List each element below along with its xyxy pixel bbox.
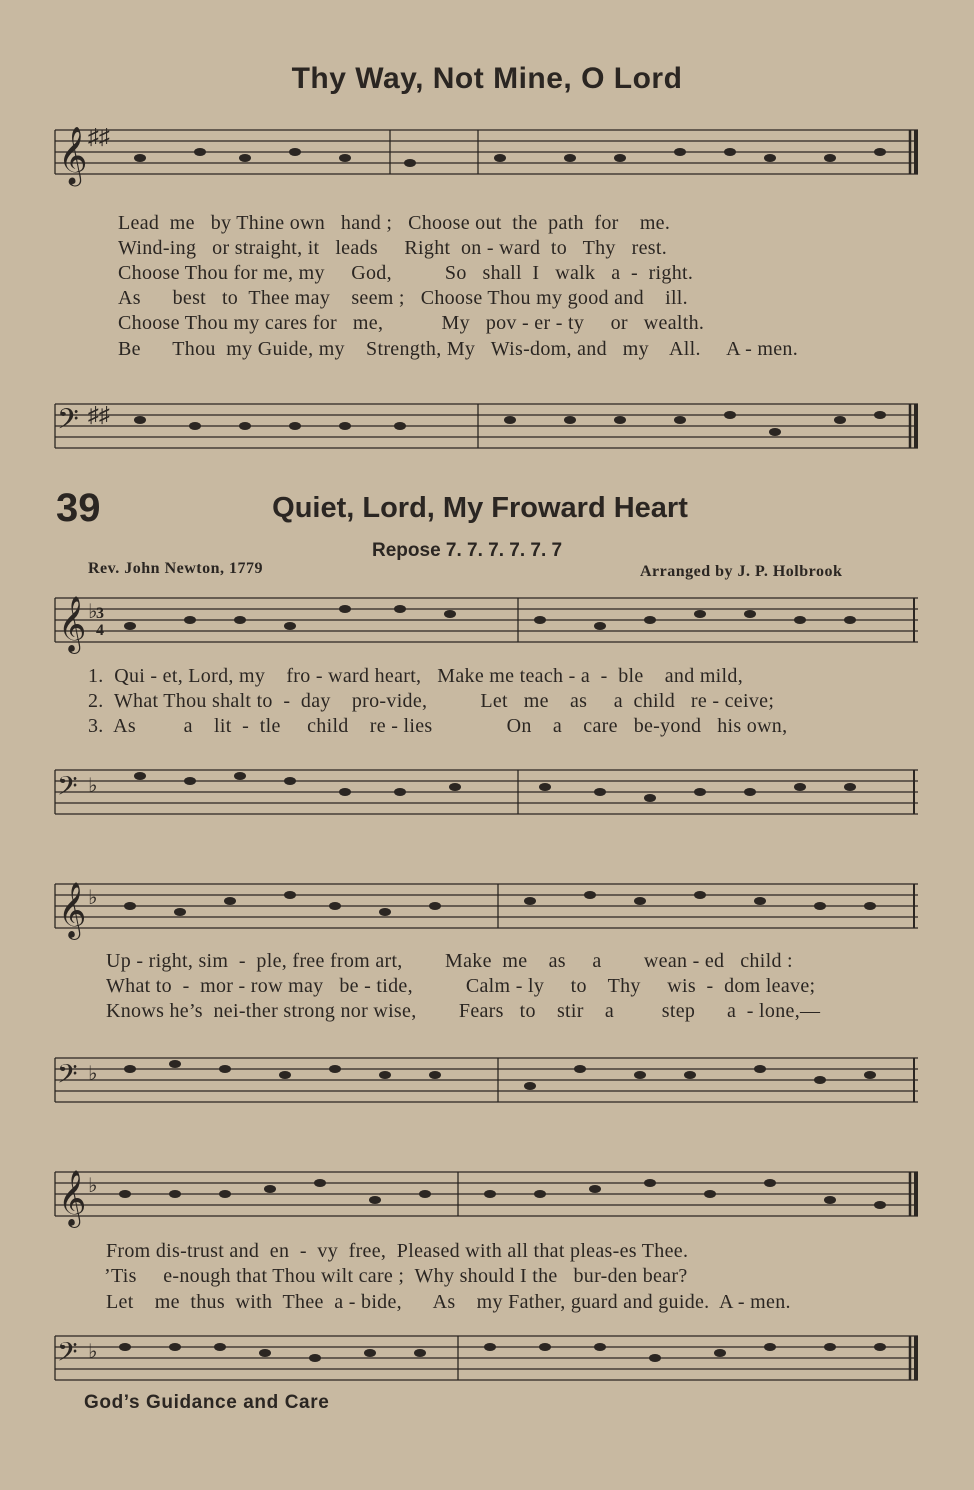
svg-text:𝄢: 𝄢 [57, 1059, 78, 1095]
svg-text:𝄢: 𝄢 [57, 405, 79, 442]
lyric-line: Be Thou my Guide, my Strength, My Wis-dom, and my All. A - men. [118, 338, 799, 360]
lyric-line: 2. What Thou shalt to - day pro-vide, Let me as a child re - ceive; [88, 690, 775, 712]
hymn-number: 39 [56, 486, 101, 530]
hymn-title: Thy Way, Not Mine, O Lord [291, 62, 683, 95]
lyric-line: What to - mor - row may be - tide, Calm - ly to Thy wis - dom leave; [106, 975, 816, 997]
svg-text:3: 3 [96, 605, 104, 622]
svg-text:𝄢: 𝄢 [57, 1337, 78, 1373]
lyric-line: Let me thus with Thee a - bide, As my Father, guard and guide. A - men. [106, 1291, 791, 1313]
treble-staff-system1 [0, 120, 974, 200]
lyric-line: Choose Thou my cares for me, My pov - er - ty or wealth. [118, 312, 705, 334]
svg-text:♯♯: ♯♯ [88, 402, 110, 427]
treble-staff-system3 [0, 876, 974, 936]
lyric-line: From dis-trust and en - vy free, Pleased with all that pleas-es Thee. [106, 1240, 689, 1262]
lyric-line: As best to Thee may seem ; Choose Thou my good and ill. [118, 287, 688, 309]
lyric-line: Up - right, sim - ple, free from art, Make me as a wean - ed child : [106, 950, 793, 972]
svg-text:𝄞: 𝄞 [58, 884, 87, 937]
lyric-line: Wind-ing or straight, it leads Right on - ward to Thy rest. [118, 237, 667, 259]
lyric-line: 3. As a lit - tle child re - lies On a care be-yond his own, [88, 715, 788, 737]
treble-staff-system2 [0, 590, 974, 660]
author-credit: Rev. John Newton, 1779 [88, 560, 264, 577]
svg-text:4: 4 [96, 622, 104, 639]
svg-text:♭: ♭ [88, 1341, 98, 1363]
bass-staff-system3 [0, 1050, 974, 1110]
svg-text:♭: ♭ [88, 1063, 98, 1085]
arranger-credit: Arranged by J. P. Holbrook [640, 563, 843, 580]
treble-staff-system4 [0, 1164, 974, 1224]
bass-staff-system4 [0, 1328, 974, 1388]
bass-staff-system1 [0, 392, 974, 472]
topic-footer: God’s Guidance and Care [84, 1392, 330, 1413]
svg-text:𝄞: 𝄞 [58, 1172, 87, 1225]
lyric-line: 1. Qui - et, Lord, my fro - ward heart, Make me teach - a - ble and mild, [88, 665, 743, 687]
svg-text:♯♯: ♯♯ [88, 124, 110, 149]
bass-staff-system2 [0, 762, 974, 822]
svg-text:♭: ♭ [88, 601, 98, 623]
svg-text:𝄢: 𝄢 [57, 771, 78, 807]
svg-text:𝄞: 𝄞 [58, 127, 88, 183]
lyric-line: ’Tis e-nough that Thou wilt care ; Why should I the bur-den bear? [104, 1265, 688, 1287]
lyric-line: Lead me by Thine own hand ; Choose out the path for me. [118, 212, 671, 234]
svg-text:𝄞: 𝄞 [58, 598, 87, 651]
svg-text:♭: ♭ [88, 775, 98, 797]
hymn-title: Quiet, Lord, My Froward Heart [272, 492, 688, 524]
svg-text:♭: ♭ [88, 1175, 98, 1197]
lyric-line: Choose Thou for me, my God, So shall I walk a - right. [118, 262, 694, 284]
svg-text:♭: ♭ [88, 887, 98, 909]
tune-name: Repose 7. 7. 7. 7. 7. 7 [372, 540, 563, 561]
lyric-line: Knows he’s nei-ther strong nor wise, Fears to stir a step a - lone,— [106, 1000, 821, 1022]
